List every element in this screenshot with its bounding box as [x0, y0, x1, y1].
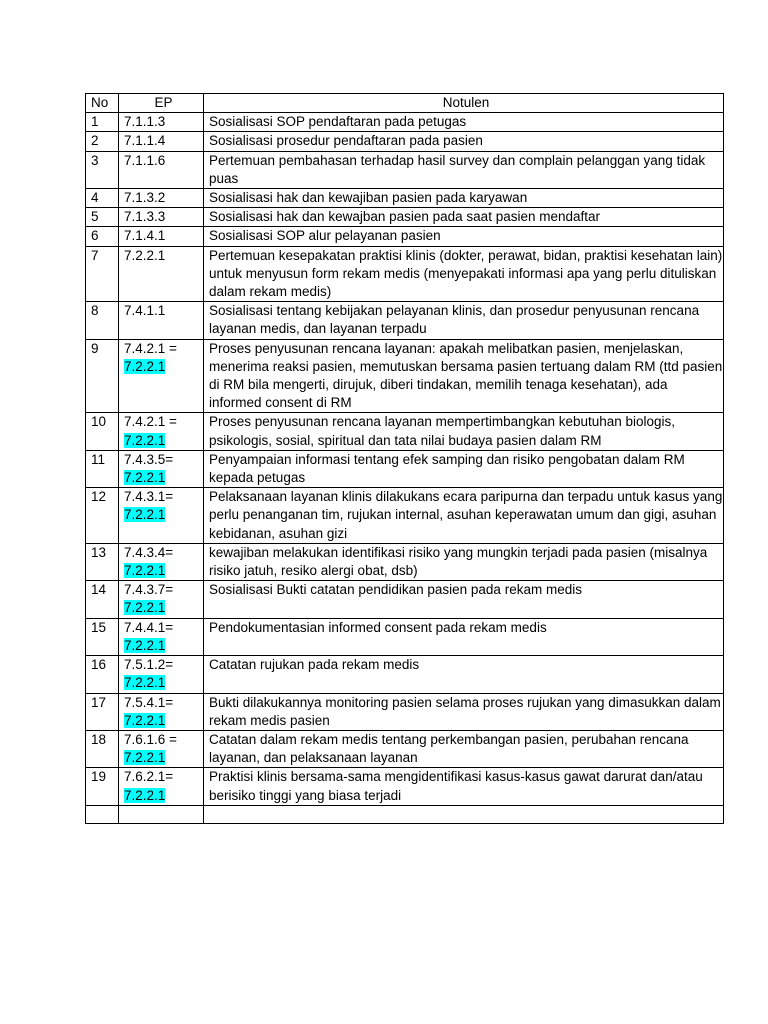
- ep-code: 7.1.4.1: [124, 228, 166, 244]
- ep-reference-highlight: 7.2.2.1: [124, 637, 166, 653]
- cell-notulen: Sosialisasi SOP alur pelayanan pasien: [204, 227, 724, 246]
- cell-no: 13: [86, 543, 119, 580]
- table-row: [86, 246, 724, 302]
- ep-reference-highlight: 7.2.2.1: [124, 563, 166, 579]
- ep-code: 7.4.4.1=: [124, 619, 174, 635]
- ep-reference-highlight: 7.2.2.1: [124, 432, 166, 448]
- cell-notulen: Pertemuan kesepakatan praktisi klinis (dokter, perawat, bidan, praktisi kesehatan lain) untuk menyusun form rekam medis (menyepakati informasi apa yang perlu dituliskan dalam rekam medis): [204, 246, 724, 302]
- cell-no: 18: [86, 730, 119, 767]
- ep-reference-highlight: 7.2.2.1: [124, 675, 166, 691]
- cell-ep: [119, 189, 204, 208]
- ep-reference-highlight: 7.2.2.1: [124, 507, 166, 523]
- ep-reference-highlight: 7.2.2.1: [124, 600, 166, 616]
- cell-no: 2: [86, 132, 119, 151]
- table-row: [86, 581, 724, 618]
- cell-notulen: Praktisi klinis bersama-sama mengidentifikasi kasus-kasus gawat darurat dan/atau berisiko tinggi yang biasa terjadi: [204, 768, 724, 805]
- ep-code: 7.6.2.1=: [124, 769, 174, 785]
- table-row: [86, 151, 724, 188]
- cell-no: 8: [86, 302, 119, 339]
- ep-code: 7.4.2.1 =: [124, 414, 177, 430]
- ep-code: 7.4.3.1=: [124, 489, 174, 505]
- table-row: [86, 227, 724, 246]
- cell-ep: [119, 113, 204, 132]
- cell-no: 15: [86, 618, 119, 655]
- cell-notulen: Catatan dalam rekam medis tentang perkembangan pasien, perubahan rencana layanan, dan pelaksanaan layanan: [204, 730, 724, 767]
- cell-ep: [119, 543, 204, 580]
- cell-ep: [119, 151, 204, 188]
- table-row: [86, 413, 724, 450]
- cell-ep: [119, 413, 204, 450]
- table-row: [86, 208, 724, 227]
- ep-code: 7.4.1.1: [124, 303, 166, 319]
- cell-notulen: Catatan rujukan pada rekam medis: [204, 656, 724, 693]
- cell-no: 14: [86, 581, 119, 618]
- empty-row: [86, 805, 724, 823]
- header-ep: EP: [119, 94, 204, 113]
- ep-code: 7.4.3.4=: [124, 544, 174, 560]
- cell-no: 6: [86, 227, 119, 246]
- cell-ep: [119, 488, 204, 544]
- cell-no: 17: [86, 693, 119, 730]
- table-row: [86, 543, 724, 580]
- cell-notulen: Sosialisasi hak dan kewajban pasien pada saat pasien mendaftar: [204, 208, 724, 227]
- table-row: [86, 768, 724, 805]
- table-row: [86, 339, 724, 413]
- cell-notulen: Sosialisasi tentang kebijakan pelayanan klinis, dan prosedur penyusunan rencana layanan medis, dan layanan terpadu: [204, 302, 724, 339]
- ep-reference-highlight: 7.2.2.1: [124, 470, 166, 486]
- cell-notulen: Proses penyusunan rencana layanan: apakah melibatkan pasien, menjelaskan, menerima reaksi pasien, memutuskan bersama pasien tertuang dalam RM (ttd pasien di RM bila mengerti, dirujuk, diberi tindakan, memilih tenaga kesehatan), ada informed consent di RM: [204, 339, 724, 413]
- cell-no: 16: [86, 656, 119, 693]
- cell-ep: [119, 339, 204, 413]
- ep-code: 7.5.4.1=: [124, 694, 174, 710]
- cell-no: 10: [86, 413, 119, 450]
- ep-reference-highlight: 7.2.2.1: [124, 750, 166, 766]
- ep-reference-highlight: 7.2.2.1: [124, 358, 166, 374]
- ep-code: 7.1.3.3: [124, 209, 166, 225]
- ep-code: 7.4.3.7=: [124, 582, 174, 598]
- table-row: [86, 450, 724, 487]
- header-row: [86, 94, 724, 113]
- cell-notulen: Proses penyusunan rencana layanan mempertimbangkan kebutuhan biologis, psikologis, sosial, spiritual dan tata nilai budaya pasien dalam RM: [204, 413, 724, 450]
- ep-reference-highlight: 7.2.2.1: [124, 787, 166, 803]
- table-row: [86, 189, 724, 208]
- ep-code: 7.1.1.3: [124, 114, 166, 130]
- ep-code: 7.2.2.1: [124, 247, 166, 263]
- cell-ep: [119, 132, 204, 151]
- cell-no: 12: [86, 488, 119, 544]
- cell-notulen: Bukti dilakukannya monitoring pasien selama proses rujukan yang dimasukkan dalam rekam medis pasien: [204, 693, 724, 730]
- table-row: [86, 730, 724, 767]
- table-row: [86, 656, 724, 693]
- table-row: [86, 618, 724, 655]
- cell-notulen: Pelaksanaan layanan klinis dilakukans ecara paripurna dan terpadu untuk kasus yang perlu penanganan tim, rujukan internal, asuhan keperawatan umum dan gigi, asuhan kebidanan, asuhan gizi: [204, 488, 724, 544]
- cell-ep: [119, 450, 204, 487]
- cell-ep: [119, 730, 204, 767]
- empty-cell: [86, 805, 119, 823]
- cell-no: 9: [86, 339, 119, 413]
- table-row: [86, 113, 724, 132]
- table-row: [86, 693, 724, 730]
- header-no: No: [86, 94, 119, 113]
- cell-no: 1: [86, 113, 119, 132]
- cell-notulen: Sosialisasi prosedur pendaftaran pada pasien: [204, 132, 724, 151]
- header-notulen: Notulen: [204, 94, 724, 113]
- cell-ep: [119, 302, 204, 339]
- cell-ep: [119, 227, 204, 246]
- cell-no: 7: [86, 246, 119, 302]
- cell-notulen: Pertemuan pembahasan terhadap hasil survey dan complain pelanggan yang tidak puas: [204, 151, 724, 188]
- cell-ep: [119, 656, 204, 693]
- table-row: [86, 302, 724, 339]
- ep-reference-highlight: 7.2.2.1: [124, 712, 166, 728]
- ep-code: 7.6.1.6 =: [124, 731, 177, 747]
- cell-ep: [119, 693, 204, 730]
- cell-ep: [119, 768, 204, 805]
- ep-code: 7.5.1.2=: [124, 657, 174, 673]
- empty-cell: [119, 805, 204, 823]
- cell-no: 19: [86, 768, 119, 805]
- cell-no: 4: [86, 189, 119, 208]
- cell-ep: [119, 618, 204, 655]
- table-row: [86, 488, 724, 544]
- table-row: [86, 132, 724, 151]
- cell-no: 5: [86, 208, 119, 227]
- table-body: [86, 113, 724, 824]
- ep-code: 7.1.1.6: [124, 152, 166, 168]
- cell-ep: [119, 581, 204, 618]
- ep-code: 7.1.1.4: [124, 133, 166, 149]
- cell-ep: [119, 208, 204, 227]
- cell-notulen: Sosialisasi Bukti catatan pendidikan pasien pada rekam medis: [204, 581, 724, 618]
- ep-code: 7.1.3.2: [124, 190, 166, 206]
- cell-notulen: kewajiban melakukan identifikasi risiko yang mungkin terjadi pada pasien (misalnya risiko jatuh, resiko alergi obat, dsb): [204, 543, 724, 580]
- cell-no: 11: [86, 450, 119, 487]
- ep-code: 7.4.2.1 =: [124, 340, 177, 356]
- cell-notulen: Pendokumentasian informed consent pada rekam medis: [204, 618, 724, 655]
- cell-notulen: Penyampaian informasi tentang efek samping dan risiko pengobatan dalam RM kepada petugas: [204, 450, 724, 487]
- cell-notulen: Sosialisasi SOP pendaftaran pada petugas: [204, 113, 724, 132]
- cell-no: 3: [86, 151, 119, 188]
- cell-ep: [119, 246, 204, 302]
- empty-cell: [204, 805, 724, 823]
- cell-notulen: Sosialisasi hak dan kewajiban pasien pada karyawan: [204, 189, 724, 208]
- ep-code: 7.4.3.5=: [124, 451, 174, 467]
- notulen-table: [85, 93, 724, 824]
